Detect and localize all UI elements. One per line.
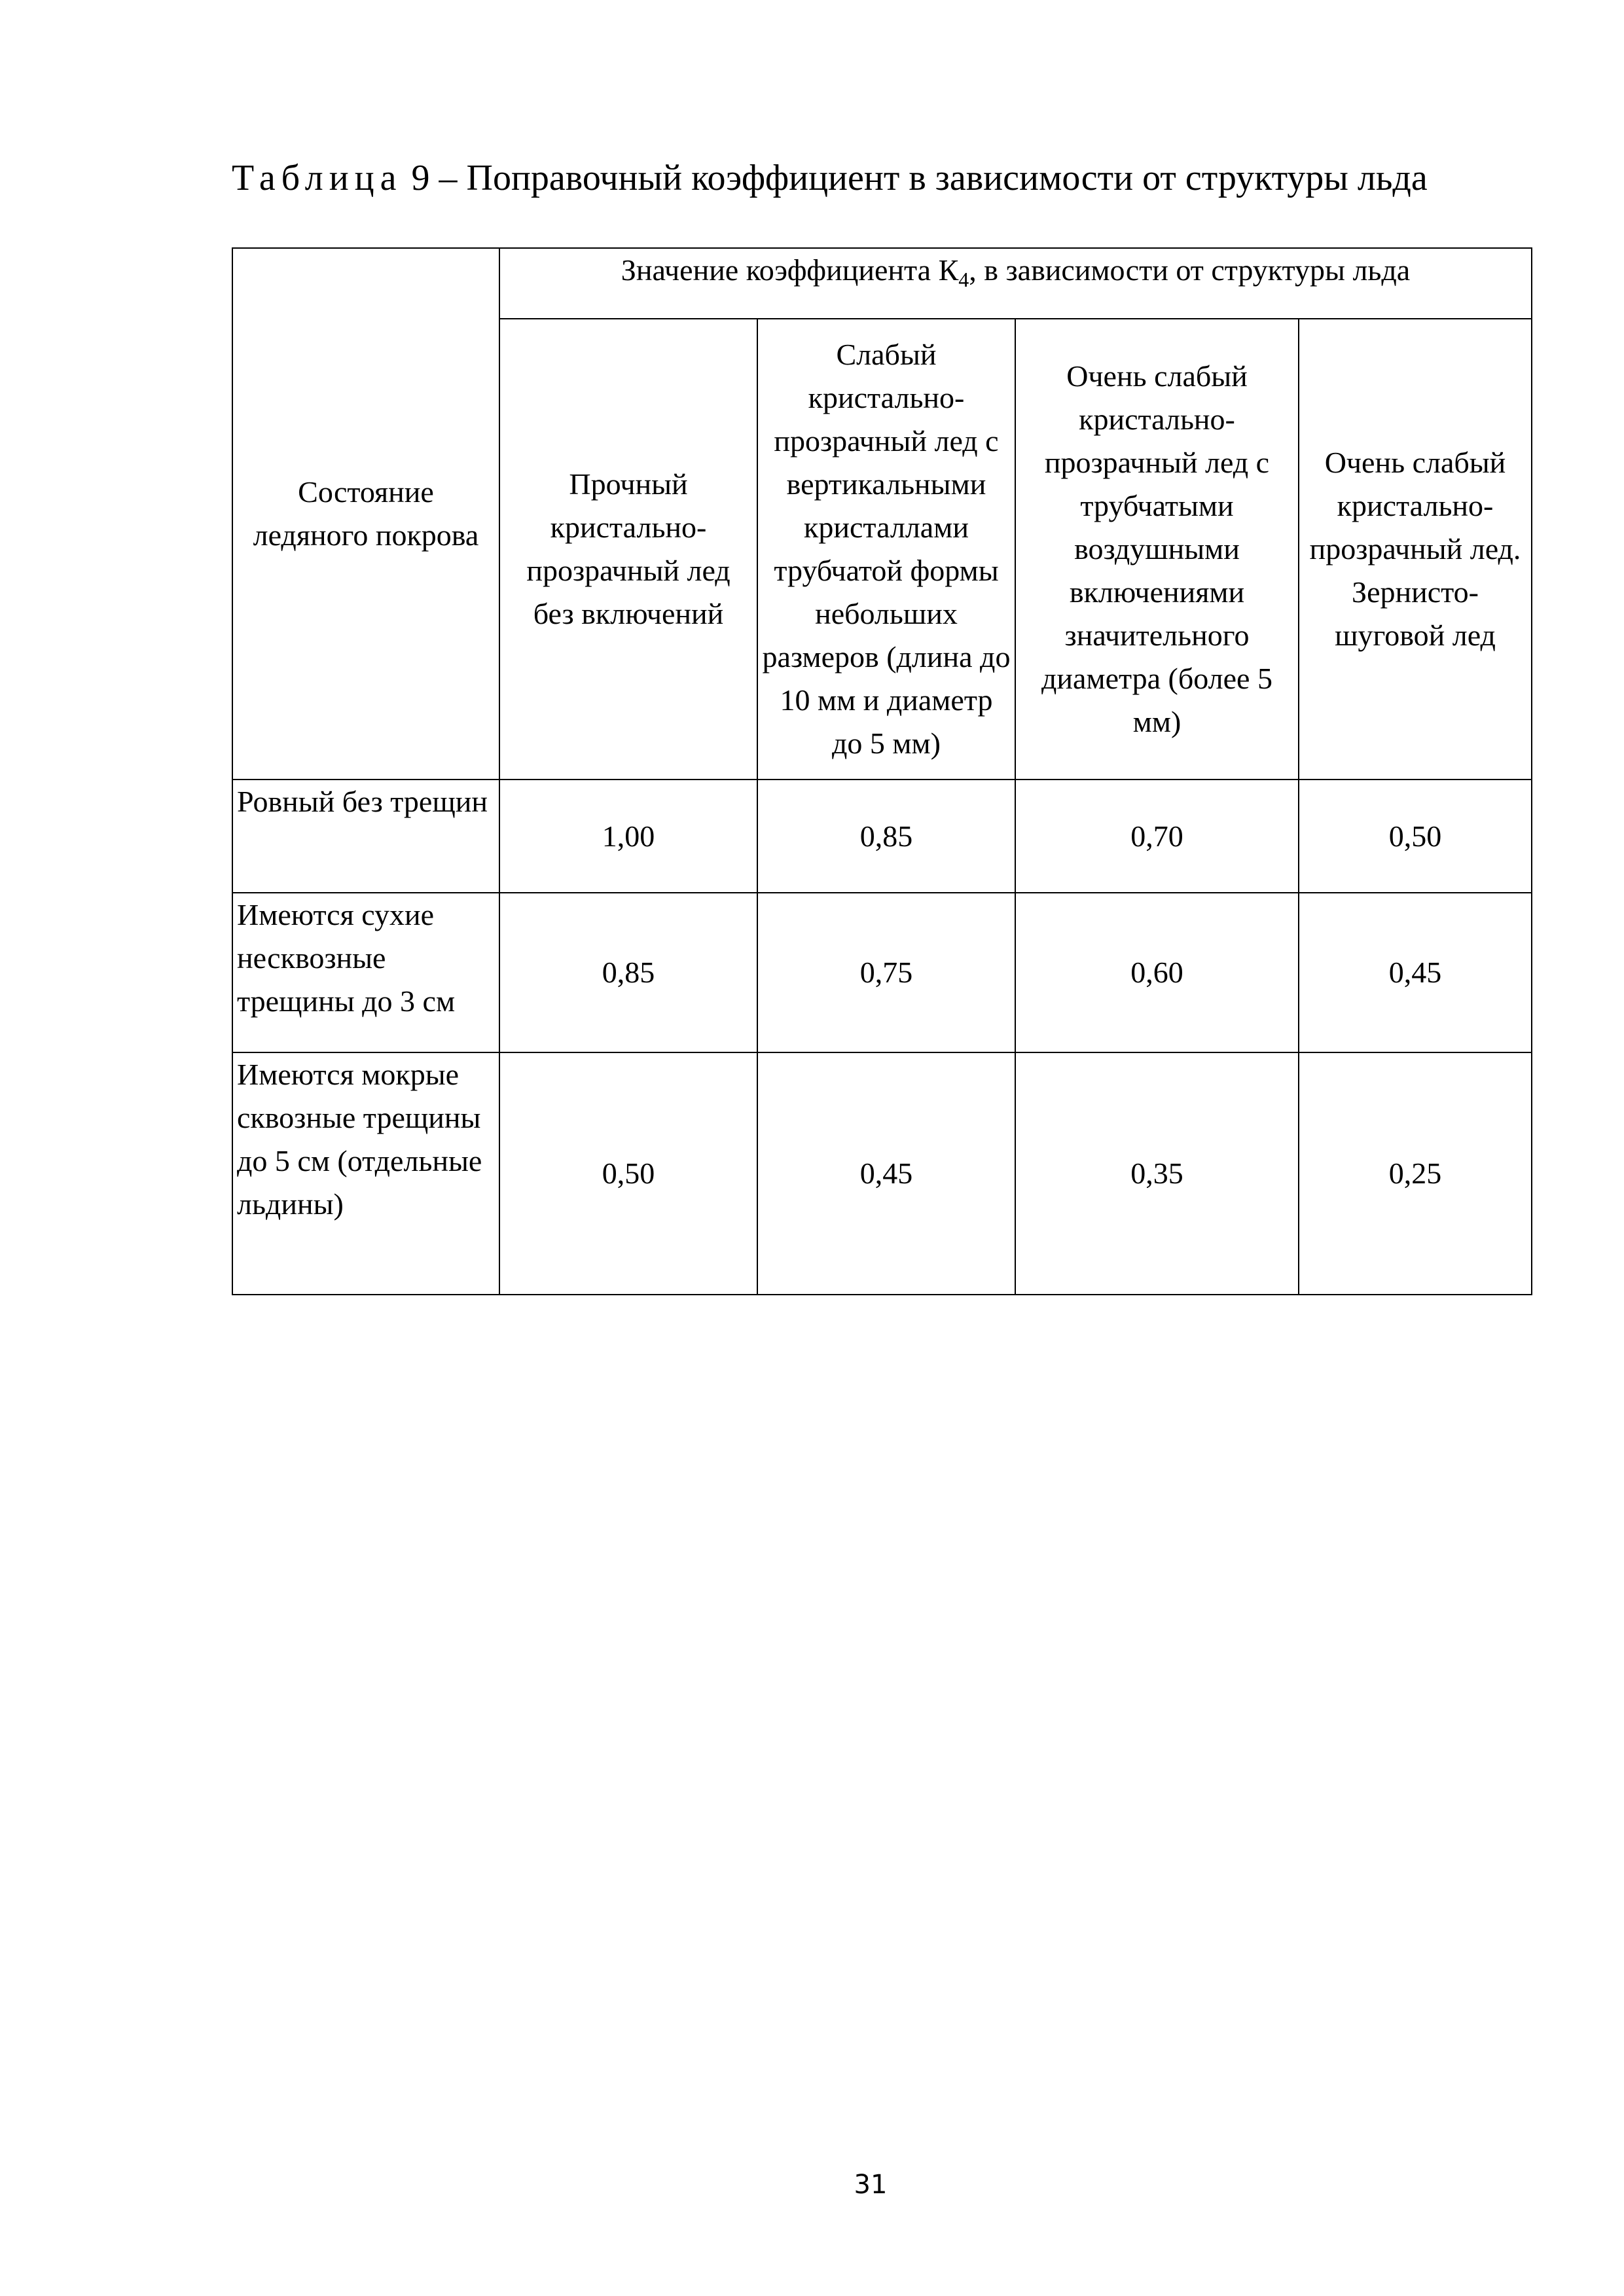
row-label: Ровный без трещин (232, 780, 499, 893)
table-cell: 0,75 (757, 893, 1015, 1052)
column-header-1: Прочный кристально-прозрачный лед без включений (499, 319, 757, 780)
page-number: 31 (854, 2170, 888, 2200)
table-cell: 0,35 (1015, 1052, 1299, 1295)
table-cell: 0,25 (1299, 1052, 1532, 1295)
header-row-group (232, 248, 1532, 319)
group-header-tail: , в зависимости от структуры льда (969, 253, 1411, 287)
table-row (232, 780, 1532, 893)
row-label: Имеются сухие несквозные трещины до 3 см (232, 893, 499, 1052)
group-header-k4 (499, 248, 1532, 319)
table-cell: 0,50 (1299, 780, 1532, 893)
column-header-4: Очень слабый кристально-прозрачный лед. Зернисто-шуговой лед (1299, 319, 1532, 780)
caption-title: 9 – Поправочный коэффициент в зависимости от структуры льда (402, 158, 1428, 198)
table-cell: 0,60 (1015, 893, 1299, 1052)
column-header-2: Слабый кристально-прозрачный лед с вертикальными кристаллами трубчатой формы небольших размеров (длина до 10 мм и диаметр до 5 мм) (757, 319, 1015, 780)
table-caption (232, 155, 1428, 201)
table-cell: 0,50 (499, 1052, 757, 1295)
table-cell: 0,85 (499, 893, 757, 1052)
table-row (232, 1052, 1532, 1295)
row-header-ice-state: Состояние ледяного покрова (232, 248, 499, 780)
group-header-text: Значение коэффициента К (621, 253, 959, 287)
table-row (232, 893, 1532, 1052)
caption-label: Таблица (232, 158, 403, 198)
row-label: Имеются мокрые сквозные трещины до 5 см (отдельные льдины) (232, 1052, 499, 1295)
table-cell: 0,45 (1299, 893, 1532, 1052)
coefficient-table (232, 247, 1532, 1295)
table-cell: 0,85 (757, 780, 1015, 893)
group-header-subscript: 4 (958, 268, 969, 292)
table-cell: 0,45 (757, 1052, 1015, 1295)
table-cell: 0,70 (1015, 780, 1299, 893)
table-cell: 1,00 (499, 780, 757, 893)
column-header-3: Очень слабый кристально-прозрачный лед с трубчатыми воздушными включениями значительного диаметра (более 5 мм) (1015, 319, 1299, 780)
